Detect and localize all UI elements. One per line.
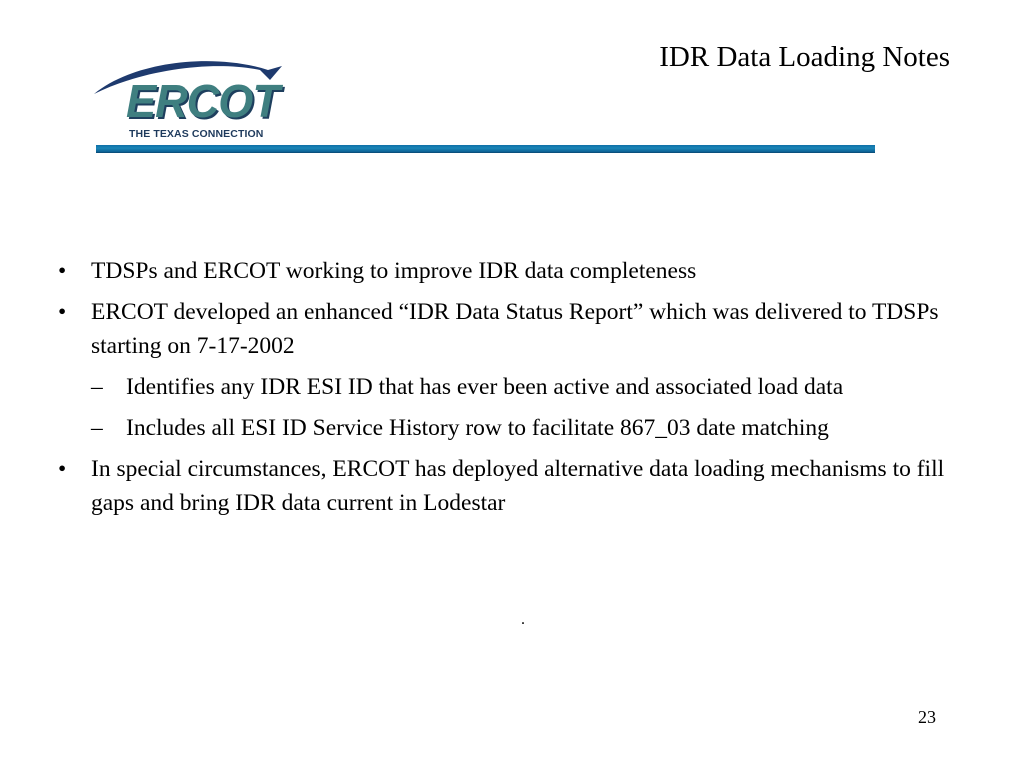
bullet-text: Includes all ESI ID Service History row to facilitate 867_03 date matching (126, 415, 829, 441)
bullet-marker: • (58, 299, 67, 325)
dash-marker: – (91, 415, 103, 441)
bullet-list (56, 254, 956, 527)
stray-period: . (521, 611, 525, 628)
slide-title: IDR Data Loading Notes (659, 41, 950, 73)
bullet-marker: • (58, 456, 67, 482)
page-number: 23 (918, 707, 936, 727)
bullet-text: In special circumstances, ERCOT has deployed alternative data loading mechanisms to fill gaps and bring IDR data current in Lodestar (91, 456, 945, 516)
bullet-text: TDSPs and ERCOT working to improve IDR data completeness (91, 258, 697, 284)
bullet-item (56, 452, 956, 520)
dash-marker: – (91, 374, 103, 400)
bullet-text: Identifies any IDR ESI ID that has ever been active and associated load data (126, 374, 844, 400)
bullet-marker: • (58, 258, 67, 284)
header-rule (96, 145, 875, 153)
ercot-logo (92, 56, 284, 148)
sub-bullet-item (56, 411, 956, 445)
bullet-item (56, 254, 956, 288)
bullet-item (56, 295, 956, 363)
bullet-text: ERCOT developed an enhanced “IDR Data Status Report” which was delivered to TDSPs starting on 7-17-2002 (91, 299, 939, 359)
sub-bullet-item (56, 370, 956, 404)
logo-tagline: THE TEXAS CONNECTION (129, 128, 264, 140)
logo-wordmark: ERCOT (126, 75, 279, 127)
